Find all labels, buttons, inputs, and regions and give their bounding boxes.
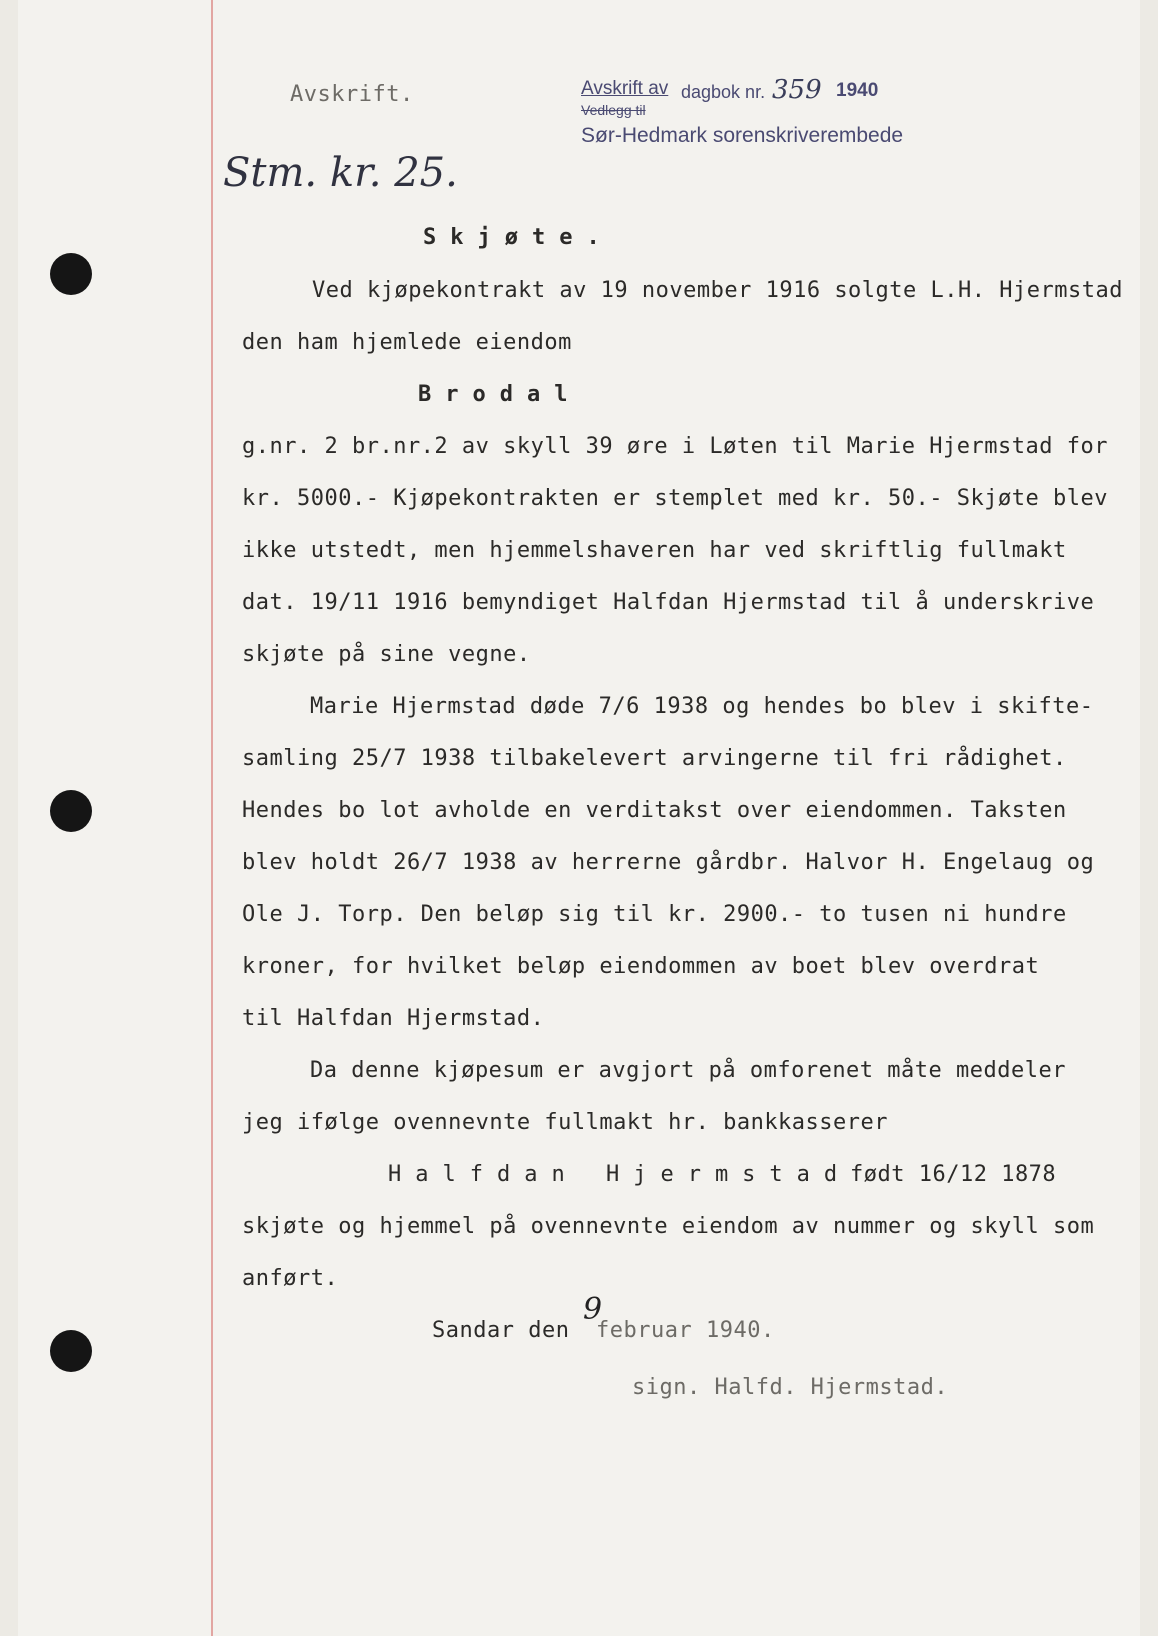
body-line-17: jeg ifølge ovennevnte fullmakt hr. bankkasserer: [242, 1110, 889, 1135]
stamp-vedlegg: Vedlegg til: [581, 102, 646, 118]
body-line-1: Ved kjøpekontrakt av 19 november 1916 solgte L.H. Hjermstad: [312, 278, 1123, 303]
body-line-13: Ole J. Torp. Den beløp sig til kr. 2900.- to tusen ni hundre: [242, 902, 1067, 927]
body-line-4: g.nr. 2 br.nr.2 av skyll 39 øre i Løten til Marie Hjermstad for: [242, 434, 1108, 459]
body-line-2: den ham hjemlede eiendom: [242, 330, 572, 355]
copy-label: Avskrift.: [290, 82, 414, 107]
body-line-7: dat. 19/11 1916 bemyndiget Halfdan Hjermstad til å underskrive: [242, 590, 1095, 615]
stamp-avskrift-av: Avskrift av: [581, 78, 669, 99]
body-line-11: Hendes bo lot avholde en verditakst over eiendommen. Taksten: [242, 798, 1067, 823]
place-date-suffix: februar 1940.: [596, 1318, 775, 1343]
body-line-5: kr. 5000.- Kjøpekontrakten er stemplet med kr. 50.- Skjøte blev: [242, 486, 1108, 511]
punch-hole-top: [50, 253, 92, 295]
stamp-year: 1940: [836, 80, 879, 101]
margin-line: [211, 0, 213, 1636]
grantee-name: Halfdan Hjermstad: [388, 1162, 852, 1187]
body-line-20: anført.: [242, 1266, 339, 1291]
body-line-19: skjøte og hjemmel på ovennevnte eiendom av nummer og skyll som: [242, 1214, 1095, 1239]
grantee-birth: født 16/12 1878: [850, 1162, 1057, 1187]
property-name: Brodal: [418, 382, 582, 407]
document-title: Skjøte.: [423, 225, 614, 250]
punch-hole-middle: [50, 790, 92, 832]
body-line-14: kroner, for hvilket beløp eiendommen av boet blev overdrat: [242, 954, 1040, 979]
signature-line: sign. Halfd. Hjermstad.: [632, 1375, 949, 1400]
body-line-10: samling 25/7 1938 tilbakelevert arvingerne til fri rådighet.: [242, 746, 1067, 771]
body-line-12: blev holdt 26/7 1938 av herrerne gårdbr. Halvor H. Engelaug og: [242, 850, 1095, 875]
body-line-9: Marie Hjermstad døde 7/6 1938 og hendes bo blev i skifte-: [310, 694, 1094, 719]
handwritten-reference: Stm. kr. 25.: [223, 150, 458, 196]
body-line-8: skjøte på sine vegne.: [242, 642, 531, 667]
place-date-prefix: Sandar den: [432, 1318, 570, 1343]
punch-hole-bottom: [50, 1330, 92, 1372]
stamp-dagbok-number: 359: [772, 75, 822, 105]
body-line-15: til Halfdan Hjermstad.: [242, 1006, 545, 1031]
body-line-6: ikke utstedt, men hjemmelshaveren har ved skriftlig fullmakt: [242, 538, 1067, 563]
stamp-office: Sør-Hedmark sorenskriverembede: [581, 124, 904, 147]
body-line-16: Da denne kjøpesum er avgjort på omforenet måte meddeler: [310, 1058, 1066, 1083]
handwritten-day: 9: [583, 1292, 603, 1327]
stamp-dagbok-label: dagbok nr.: [681, 82, 766, 102]
